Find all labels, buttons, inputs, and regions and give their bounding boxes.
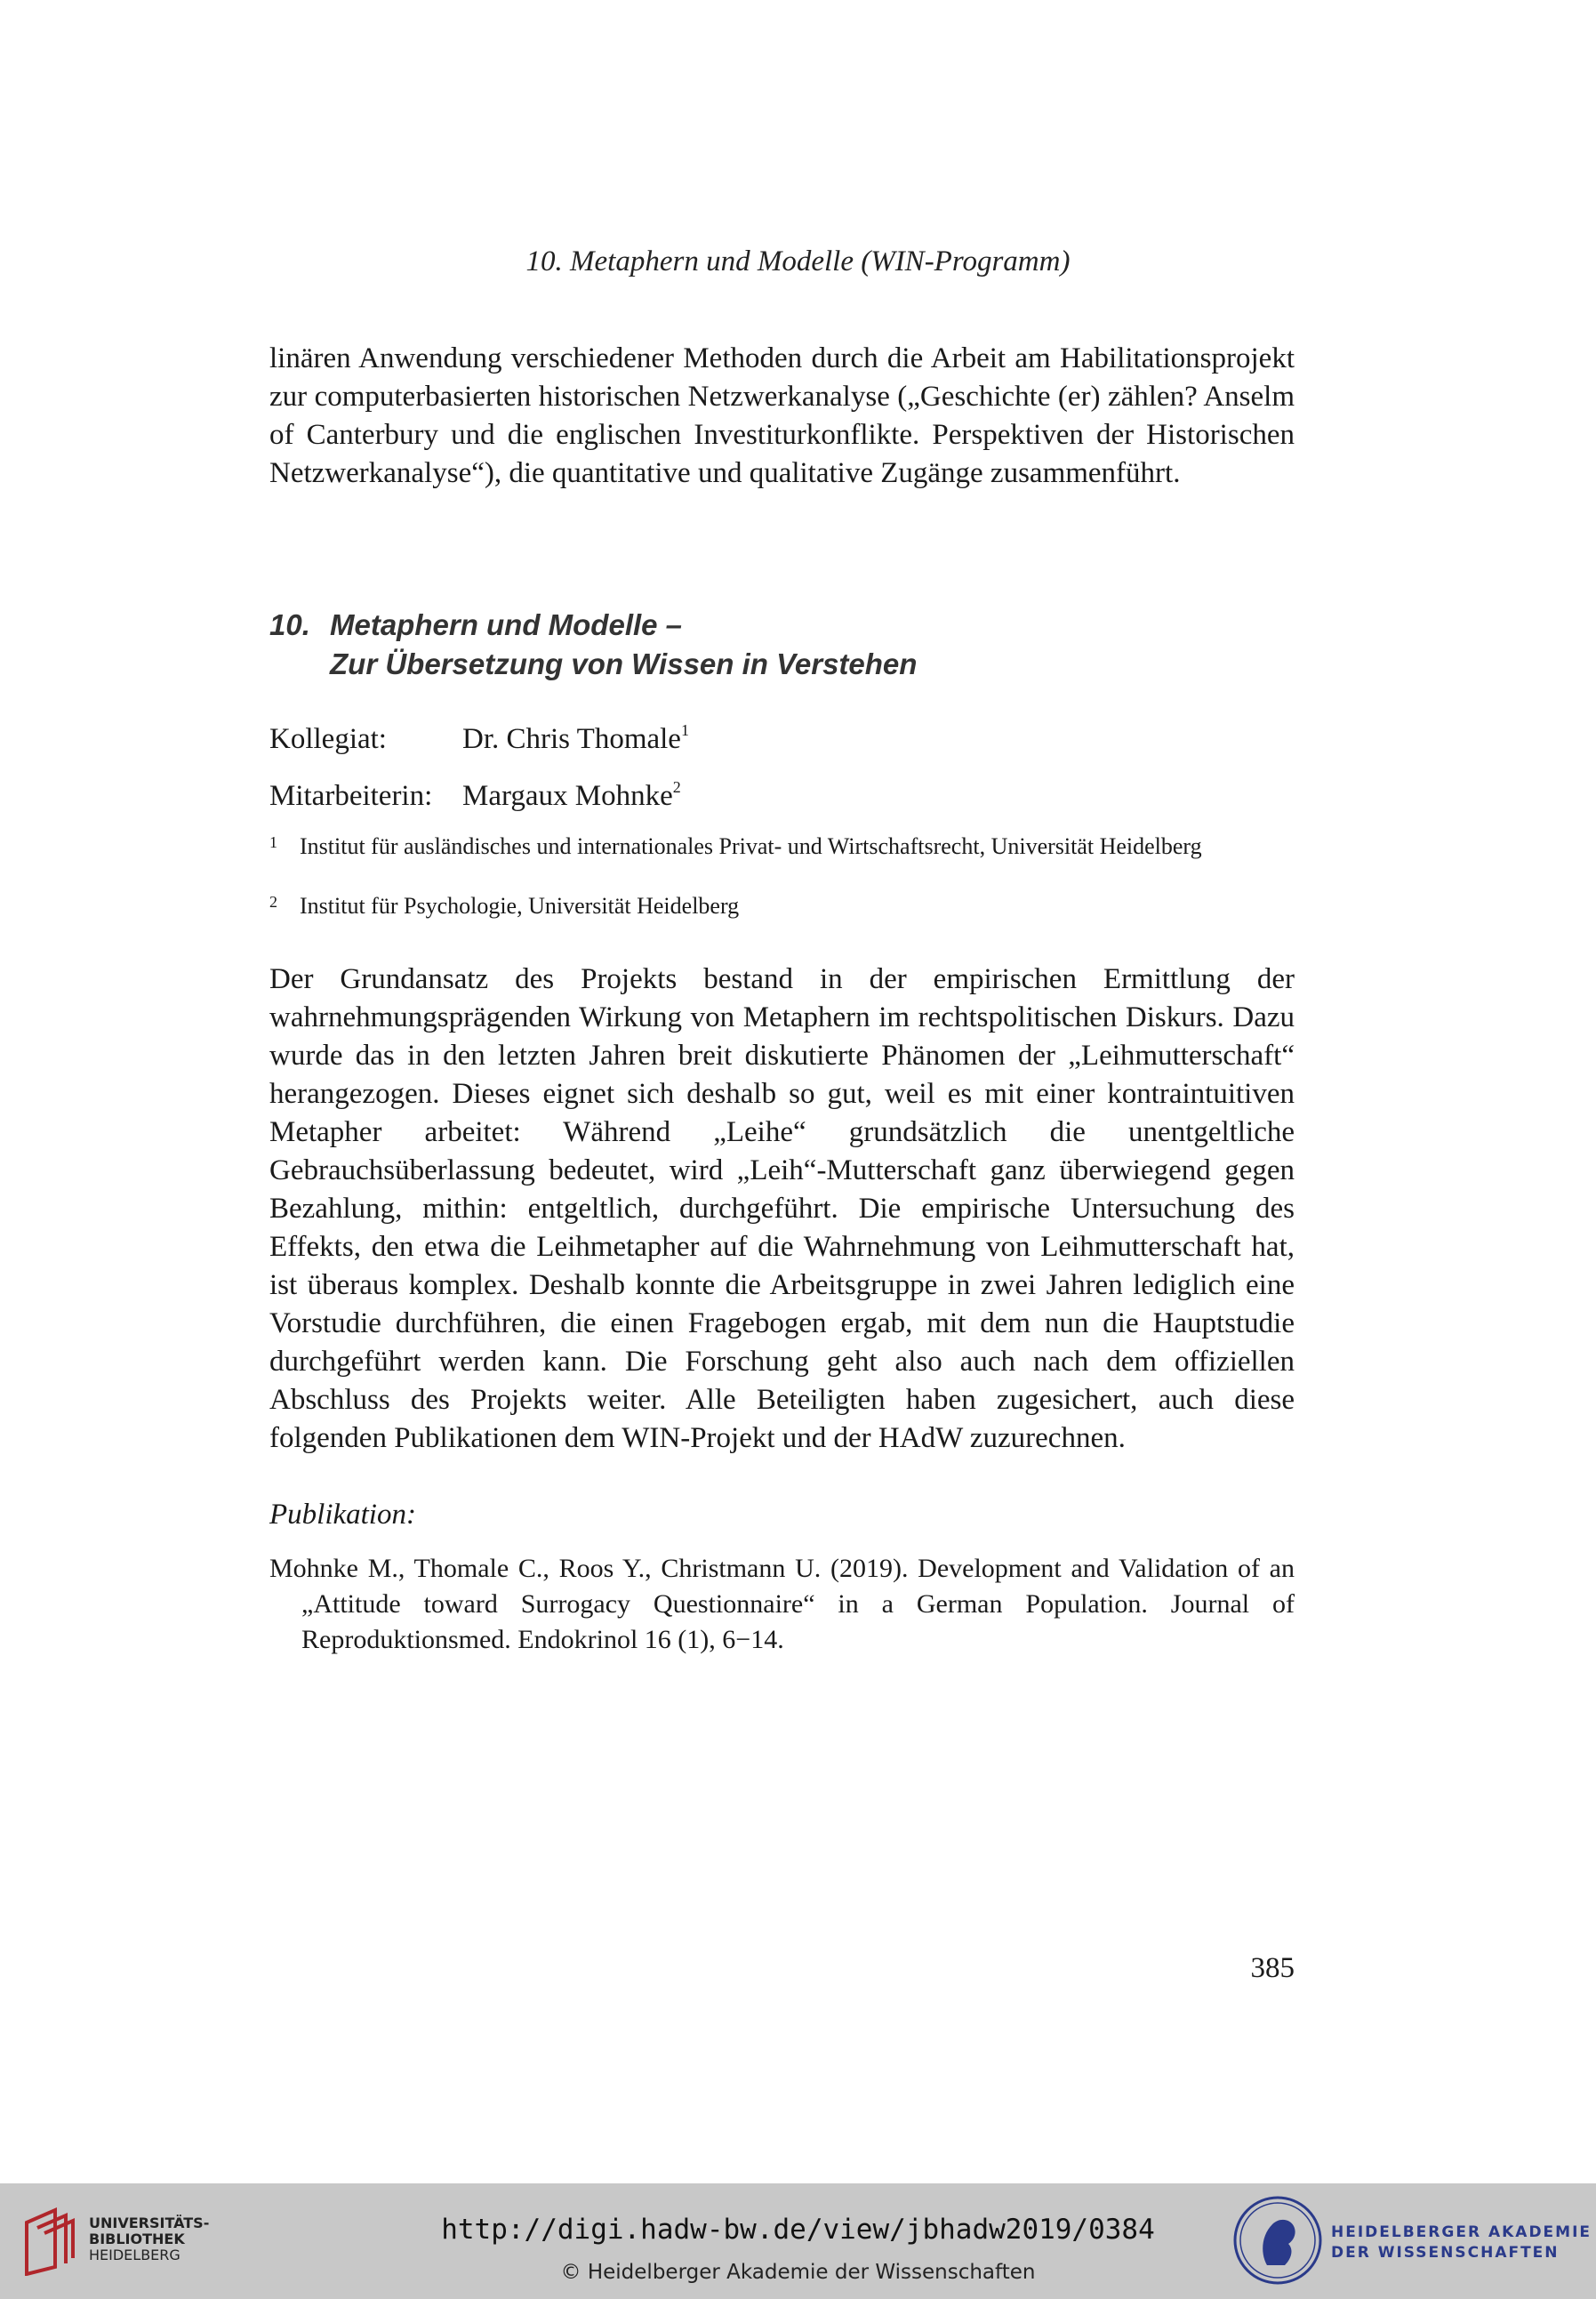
section-title-line2: Zur Übersetzung von Wissen in Verstehen [330,647,918,680]
ub-line3: HEIDELBERG [89,2247,180,2263]
footer-bar [0,2183,1596,2299]
footnote-mark: 2 [672,778,681,796]
ub-line1: UNIVERSITÄTS- [89,2215,210,2231]
ub-line2: BIBLIOTHEK [89,2231,185,2247]
publication-entry: Mohnke M., Thomale C., Roos Y., Christmann U. (2019). Development and Validation of an „Attitude toward Surrogacy Questionnaire“ in a German Population. Journal of Reproduktionsmed. Endokrinol 16 (1), 6−14. [269,1554,1295,1654]
publication-heading: Publikation: [269,1499,416,1531]
hadw-line2: DER WISSENSCHAFTEN [1331,2244,1560,2262]
footnote-1 [269,832,1295,861]
hadw-line1: HEIDELBERGER AKADEMIE [1331,2223,1592,2241]
footnote-mark: 1 [680,721,689,739]
hadw-medallion-icon [1231,2194,1324,2287]
footer-copyright: © Heidelberger Akademie der Wissenschaften [560,2261,1036,2284]
person-name: Dr. Chris Thomale [462,723,681,755]
footer-url[interactable]: http://digi.hadw-bw.de/view/jbhadw2019/0384 [441,2214,1155,2246]
section-title-line1: Metaphern und Modelle – [330,608,683,641]
footnote-text: Institut für Psychologie, Universität Heidelberg [300,893,740,919]
section-number: 10. [269,608,310,641]
running-header: 10. Metaphern und Modelle (WIN-Programm) [525,245,1071,277]
body-paragraph: Der Grundansatz des Projekts bestand in der empirischen Ermittlung der wahrnehmungsprägenden Wirkung von Metaphern im rechtspolitischen Diskurs. Dazu wurde das in den letzten Jahren breit diskutierte Phänomen der „Leihmutterschaft“ herangezogen. Dieses eignet sich deshalb so gut, weil es mit einer kontraintuitiven Metapher arbeitet: Während „Leihe“ grundsätzlich die unentgeltliche Gebrauchsüberlassung bedeutet, wird „Leih“-Mutterschaft ganz überwiegend gegen Bezahlung, mithin: entgeltlich, durchgeführt. Die empirische Untersuchung des Effekts, den etwa die Leihmetapher auf die Wahrnehmung von Leihmutterschaft hat, ist überaus komplex. Deshalb konnte die Arbeitsgruppe in zwei Jahren lediglich eine Vorstudie durchführen, die einen Fragebogen ergab, mit dem nun die Hauptstudie durchgeführt werden kann. Die Forschung geht also auch nach dem offiziellen Abschluss des Projekts weiter. Alle Beteiligten haben zugesichert, auch diese folgenden Publikationen dem WIN-Projekt und der HAdW zuzurechnen. [269,963,1295,1454]
footnote-text: Institut für ausländisches und internationales Privat- und Wirtschaftsrecht, Universität Heidelberg [300,833,1202,859]
person-role: Kollegiat: [269,723,387,755]
person-name: Margaux Mohnke [462,780,673,812]
person-row-kollegiat [269,721,689,757]
footnote-2 [269,891,1295,920]
footnote-number: 1 [269,833,277,851]
footnote-number: 2 [269,893,277,911]
page-number: 385 [1250,1952,1295,1984]
person-row-mitarbeiterin [269,778,681,814]
person-role: Mitarbeiterin: [269,780,433,812]
hadw-wordmark [1331,2223,1592,2263]
intro-paragraph: linären Anwendung verschiedener Methoden durch die Arbeit am Habilitationsprojekt zur computerbasierten historischen Netzwerkanalyse („Geschichte (er) zählen? Anselm of Canterbury und die englischen Investiturkonflikte. Perspektiven der Historischen Netzwerkanalyse“), die quantitative und qualitative Zugänge zusammenführt. [269,342,1295,489]
